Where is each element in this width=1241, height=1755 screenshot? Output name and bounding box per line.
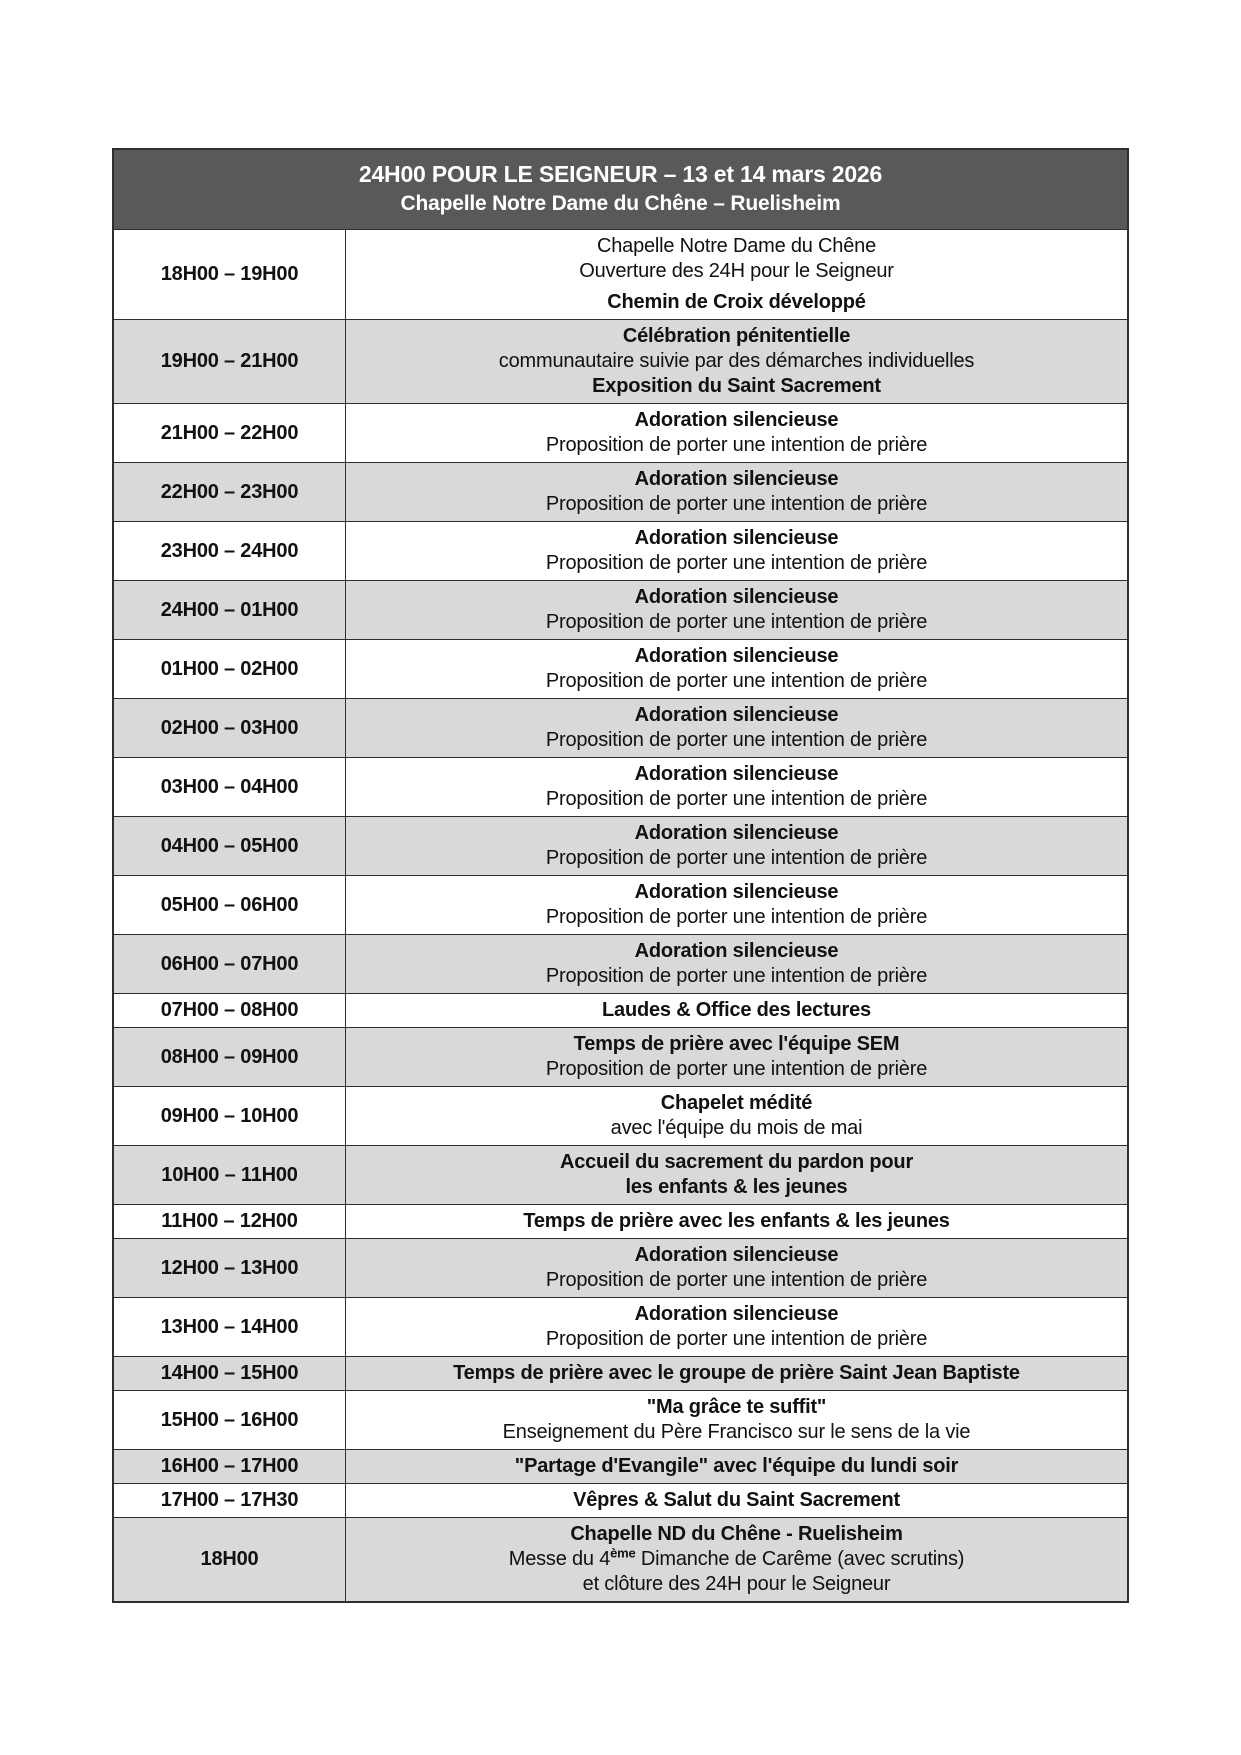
activity-line: Adoration silencieuse bbox=[634, 586, 839, 608]
activity-line: Vêpres & Salut du Saint Sacrement bbox=[573, 1489, 900, 1511]
activity-line: Temps de prière avec les enfants & les jeunes bbox=[523, 1210, 950, 1232]
activity-line: "Ma grâce te suffit" bbox=[646, 1396, 827, 1418]
activity-line: Exposition du Saint Sacrement bbox=[592, 375, 881, 397]
activity-line: Adoration silencieuse bbox=[634, 645, 839, 667]
time-cell: 03H00 – 04H00 bbox=[114, 758, 346, 816]
activity-cell bbox=[346, 1028, 1127, 1086]
activity-cell bbox=[346, 758, 1127, 816]
time-cell: 19H00 – 21H00 bbox=[114, 320, 346, 403]
activity-cell bbox=[346, 1087, 1127, 1145]
table-row bbox=[114, 403, 1127, 462]
table-row bbox=[114, 1086, 1127, 1145]
activity-cell bbox=[346, 1239, 1127, 1297]
table-row bbox=[114, 462, 1127, 521]
table-row bbox=[114, 1517, 1127, 1601]
activity-cell bbox=[346, 699, 1127, 757]
table-title: 24H00 POUR LE SEIGNEUR – 13 et 14 mars 2026 bbox=[358, 161, 883, 187]
table-header bbox=[114, 150, 1127, 229]
activity-cell bbox=[346, 522, 1127, 580]
time-cell: 14H00 – 15H00 bbox=[114, 1357, 346, 1390]
activity-cell bbox=[346, 230, 1127, 319]
table-row bbox=[114, 698, 1127, 757]
activity-cell bbox=[346, 1391, 1127, 1449]
activity-line: Accueil du sacrement du pardon pour bbox=[559, 1151, 914, 1173]
table-row bbox=[114, 1356, 1127, 1390]
table-row bbox=[114, 319, 1127, 403]
time-cell: 01H00 – 02H00 bbox=[114, 640, 346, 698]
activity-line: Adoration silencieuse bbox=[634, 940, 839, 962]
activity-line: Proposition de porter une intention de prière bbox=[545, 434, 928, 456]
time-cell: 18H00 – 19H00 bbox=[114, 230, 346, 319]
activity-line: Proposition de porter une intention de prière bbox=[545, 611, 928, 633]
activity-line: Célébration pénitentielle bbox=[622, 325, 851, 347]
activity-line: et clôture des 24H pour le Seigneur bbox=[582, 1573, 891, 1595]
time-cell: 11H00 – 12H00 bbox=[114, 1205, 346, 1238]
table-row bbox=[114, 1449, 1127, 1483]
activity-line: Proposition de porter une intention de prière bbox=[545, 1269, 928, 1291]
table-row bbox=[114, 993, 1127, 1027]
activity-line: Proposition de porter une intention de prière bbox=[545, 552, 928, 574]
activity-line: "Partage d'Evangile" avec l'équipe du lundi soir bbox=[514, 1455, 959, 1477]
activity-cell bbox=[346, 463, 1127, 521]
activity-line: Enseignement du Père Francisco sur le sens de la vie bbox=[502, 1421, 971, 1443]
time-cell: 04H00 – 05H00 bbox=[114, 817, 346, 875]
time-cell: 23H00 – 24H00 bbox=[114, 522, 346, 580]
activity-line: Proposition de porter une intention de prière bbox=[545, 847, 928, 869]
table-row bbox=[114, 816, 1127, 875]
table-row bbox=[114, 875, 1127, 934]
activity-cell bbox=[346, 817, 1127, 875]
table-row bbox=[114, 1145, 1127, 1204]
activity-cell bbox=[346, 1450, 1127, 1483]
table-row bbox=[114, 1390, 1127, 1449]
activity-line: Temps de prière avec le groupe de prière Saint Jean Baptiste bbox=[453, 1362, 1020, 1384]
activity-line: Adoration silencieuse bbox=[634, 763, 839, 785]
activity-line: Proposition de porter une intention de prière bbox=[545, 670, 928, 692]
activity-line: Laudes & Office des lectures bbox=[602, 999, 871, 1021]
activity-cell bbox=[346, 581, 1127, 639]
activity-line: Adoration silencieuse bbox=[634, 822, 839, 844]
activity-cell bbox=[346, 320, 1127, 403]
activity-cell bbox=[346, 404, 1127, 462]
activity-line: Adoration silencieuse bbox=[634, 881, 839, 903]
table-row bbox=[114, 521, 1127, 580]
table-row bbox=[114, 757, 1127, 816]
activity-cell bbox=[346, 1357, 1127, 1390]
time-cell: 09H00 – 10H00 bbox=[114, 1087, 346, 1145]
time-cell: 08H00 – 09H00 bbox=[114, 1028, 346, 1086]
activity-line: Ouverture des 24H pour le Seigneur bbox=[579, 260, 894, 282]
table-row bbox=[114, 1204, 1127, 1238]
table-row bbox=[114, 639, 1127, 698]
activity-line: Messe du 4ème Dimanche de Carême (avec scrutins) bbox=[508, 1545, 965, 1570]
table-subtitle: Chapelle Notre Dame du Chêne – Ruelisheim bbox=[400, 192, 841, 215]
time-cell: 02H00 – 03H00 bbox=[114, 699, 346, 757]
activity-line: Adoration silencieuse bbox=[634, 704, 839, 726]
table-row bbox=[114, 1238, 1127, 1297]
activity-cell bbox=[346, 876, 1127, 934]
activity-line: Proposition de porter une intention de prière bbox=[545, 729, 928, 751]
table-row bbox=[114, 229, 1127, 319]
table-row bbox=[114, 580, 1127, 639]
activity-cell bbox=[346, 1146, 1127, 1204]
schedule-table bbox=[112, 148, 1129, 1603]
activity-line: Proposition de porter une intention de prière bbox=[545, 965, 928, 987]
activity-line: Proposition de porter une intention de prière bbox=[545, 493, 928, 515]
activity-cell bbox=[346, 640, 1127, 698]
time-cell: 24H00 – 01H00 bbox=[114, 581, 346, 639]
activity-line: Temps de prière avec l'équipe SEM bbox=[573, 1033, 900, 1055]
activity-line: Proposition de porter une intention de prière bbox=[545, 1328, 928, 1350]
time-cell: 06H00 – 07H00 bbox=[114, 935, 346, 993]
activity-line: Chapelet médité bbox=[660, 1092, 813, 1114]
activity-cell bbox=[346, 1484, 1127, 1517]
activity-line: Proposition de porter une intention de prière bbox=[545, 788, 928, 810]
time-cell: 12H00 – 13H00 bbox=[114, 1239, 346, 1297]
activity-line: Adoration silencieuse bbox=[634, 409, 839, 431]
time-cell: 07H00 – 08H00 bbox=[114, 994, 346, 1027]
activity-line: les enfants & les jeunes bbox=[625, 1176, 848, 1198]
activity-line: Chapelle ND du Chêne - Ruelisheim bbox=[570, 1523, 903, 1545]
table-row bbox=[114, 934, 1127, 993]
activity-cell bbox=[346, 994, 1127, 1027]
activity-line: Chemin de Croix développé bbox=[607, 291, 866, 313]
table-row bbox=[114, 1027, 1127, 1086]
time-cell: 17H00 – 17H30 bbox=[114, 1484, 346, 1517]
activity-line: Adoration silencieuse bbox=[634, 527, 839, 549]
activity-line: avec l'équipe du mois de mai bbox=[610, 1117, 863, 1139]
activity-cell bbox=[346, 1298, 1127, 1356]
activity-line: communautaire suivie par des démarches individuelles bbox=[498, 350, 975, 372]
table-row bbox=[114, 1483, 1127, 1517]
activity-line: Proposition de porter une intention de prière bbox=[545, 1058, 928, 1080]
time-cell: 13H00 – 14H00 bbox=[114, 1298, 346, 1356]
activity-line: Proposition de porter une intention de prière bbox=[545, 906, 928, 928]
time-cell: 05H00 – 06H00 bbox=[114, 876, 346, 934]
activity-cell bbox=[346, 935, 1127, 993]
activity-line: Adoration silencieuse bbox=[634, 1244, 839, 1266]
activity-line: Adoration silencieuse bbox=[634, 468, 839, 490]
table-body bbox=[114, 229, 1127, 1601]
activity-line: Adoration silencieuse bbox=[634, 1303, 839, 1325]
time-cell: 21H00 – 22H00 bbox=[114, 404, 346, 462]
time-cell: 15H00 – 16H00 bbox=[114, 1391, 346, 1449]
time-cell: 22H00 – 23H00 bbox=[114, 463, 346, 521]
time-cell: 10H00 – 11H00 bbox=[114, 1146, 346, 1204]
time-cell: 16H00 – 17H00 bbox=[114, 1450, 346, 1483]
activity-cell bbox=[346, 1205, 1127, 1238]
activity-line: Chapelle Notre Dame du Chêne bbox=[596, 235, 876, 257]
table-row bbox=[114, 1297, 1127, 1356]
activity-cell bbox=[346, 1518, 1127, 1601]
time-cell: 18H00 bbox=[114, 1518, 346, 1601]
